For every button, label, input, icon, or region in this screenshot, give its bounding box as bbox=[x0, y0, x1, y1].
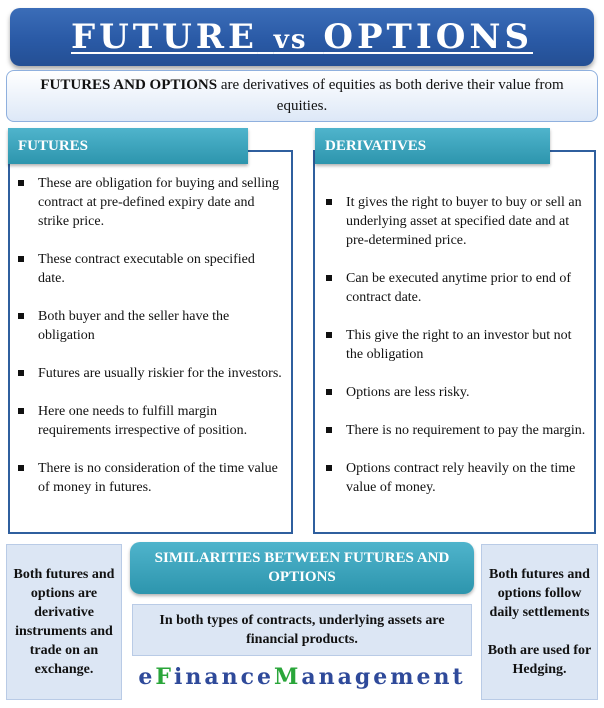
list-item: These are obligation for buying and selling contract at pre-defined expiry date and strike price. bbox=[16, 174, 282, 231]
list-item: Both buyer and the seller have the obligation bbox=[16, 307, 282, 345]
intro-rest: are derivatives of equities as both derive their value from equities. bbox=[217, 77, 564, 114]
brand-inance: inance bbox=[173, 664, 274, 690]
list-item: Options are less risky. bbox=[324, 383, 586, 402]
list-item: Can be executed anytime prior to end of contract date. bbox=[324, 269, 586, 307]
list-item: This give the right to an investor but not the obligation bbox=[324, 326, 586, 364]
left-note-text: Both futures and options are derivative instruments and trade on an exchange. bbox=[13, 567, 115, 677]
intro-box bbox=[6, 70, 598, 122]
title-banner bbox=[10, 8, 594, 66]
similarities-header: SIMILARITIES BETWEEN FUTURES AND OPTIONS bbox=[130, 542, 474, 594]
list-item: Here one needs to fulfill margin requirements irrespective of position. bbox=[16, 402, 282, 440]
brand-e: e bbox=[138, 664, 156, 690]
futures-list bbox=[16, 174, 282, 516]
left-similarity-note bbox=[6, 544, 122, 700]
right-note-text-1: Both futures and options follow daily settlements bbox=[489, 567, 590, 620]
list-item: There is no requirement to pay the margin. bbox=[324, 421, 586, 440]
similarities-body: In both types of contracts, underlying assets are financial products. bbox=[132, 604, 472, 656]
list-item: Futures are usually riskier for the investors. bbox=[16, 364, 282, 383]
futures-header: FUTURES bbox=[8, 128, 248, 164]
list-item: These contract executable on specified date. bbox=[16, 250, 282, 288]
right-note-text-2: Both are used for Hedging. bbox=[487, 643, 592, 677]
page-title bbox=[71, 17, 533, 57]
title-options: OPTIONS bbox=[323, 17, 533, 57]
right-similarity-note bbox=[481, 544, 598, 700]
brand-m: M bbox=[273, 664, 302, 690]
intro-bold: FUTURES AND OPTIONS bbox=[40, 77, 218, 93]
brand-logo bbox=[132, 664, 472, 694]
brand-f: F bbox=[155, 664, 174, 690]
list-item: It gives the right to buyer to buy or sell an underlying asset at specified date and at pre-determined price. bbox=[324, 193, 586, 250]
title-vs: vs bbox=[273, 25, 308, 55]
derivatives-list bbox=[324, 193, 586, 516]
derivatives-header: DERIVATIVES bbox=[315, 128, 550, 164]
list-item: Options contract rely heavily on the time value of money. bbox=[324, 459, 586, 497]
title-futures: FUTURE bbox=[71, 17, 258, 57]
intro-text bbox=[37, 75, 567, 117]
list-item: There is no consideration of the time value of money in futures. bbox=[16, 459, 282, 497]
brand-anagement: anagement bbox=[301, 664, 466, 690]
